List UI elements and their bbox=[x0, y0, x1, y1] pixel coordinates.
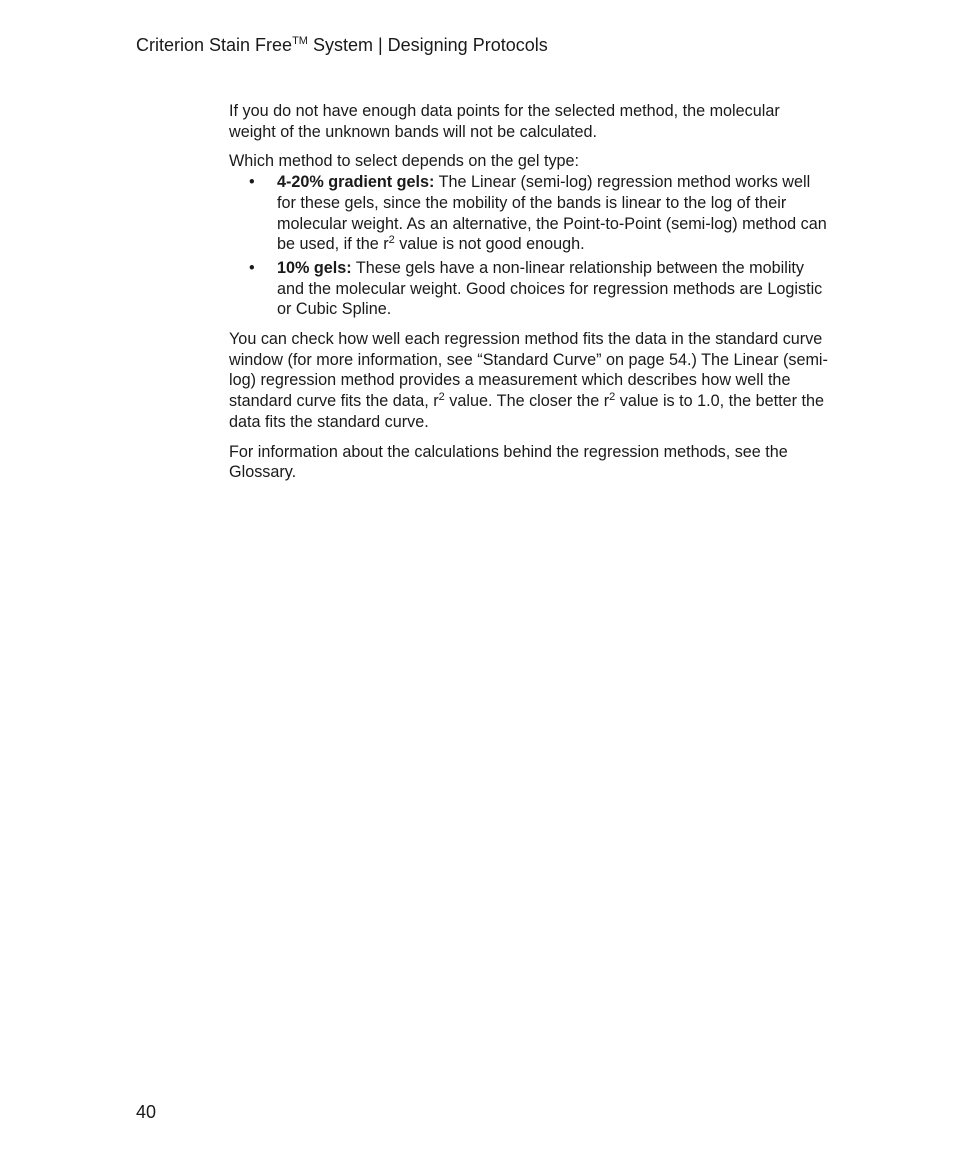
paragraph-text: value is to 1.0, the better the data fits the standard curve. bbox=[229, 392, 825, 431]
header-section-text: System | Designing Protocols bbox=[307, 35, 548, 55]
page-header bbox=[136, 33, 548, 57]
page-number: 40 bbox=[136, 1102, 157, 1122]
list-item-term: 10% gels: bbox=[277, 258, 352, 277]
paragraph-text: You can check how well each regression method fits the data in the standard curve window (for more information, see “Standard Curve” on page 54.) The Linear (semi-log) regression method provides a measurement which describes how well the standard curve fits the data, r bbox=[229, 330, 828, 411]
superscript-exponent: 2 bbox=[388, 234, 395, 247]
body-content bbox=[229, 101, 829, 492]
paragraph-method-intro: Which method to select depends on the gel type: bbox=[229, 152, 580, 171]
list-item-text: These gels have a non-linear relationship between the mobility and the molecular weight. Good choices for regression methods are Logistic or Cubic Spline. bbox=[277, 258, 823, 319]
list-item bbox=[229, 258, 829, 320]
bullet-glyph: • bbox=[249, 173, 255, 192]
paragraph-glossary: For information about the calculations behind the regression methods, see the Glossary. bbox=[229, 442, 788, 482]
paragraph-text: value. The closer the r bbox=[444, 392, 610, 411]
list-item-text-end: value is not good enough. bbox=[394, 235, 585, 254]
paragraph-standard-curve bbox=[229, 329, 829, 433]
header-title-text: Criterion Stain Free bbox=[136, 35, 293, 55]
gel-type-list bbox=[229, 172, 829, 320]
trademark-symbol: TM bbox=[292, 35, 308, 47]
list-item-term: 4-20% gradient gels: bbox=[277, 173, 435, 192]
paragraph-data-points: If you do not have enough data points for the selected method, the molecular weight of the unknown bands will not be calculated. bbox=[229, 102, 780, 141]
superscript-exponent: 2 bbox=[609, 391, 616, 404]
list-item bbox=[229, 172, 829, 255]
list-item-text: The Linear (semi-log) regression method works well for these gels, since the mobility of the bands is linear to the log of their molecular weight. As an alternative, the Point-to-Point (semi-log) method can be used, if the r bbox=[277, 173, 827, 254]
bullet-glyph: • bbox=[249, 258, 255, 277]
superscript-exponent: 2 bbox=[438, 391, 445, 404]
